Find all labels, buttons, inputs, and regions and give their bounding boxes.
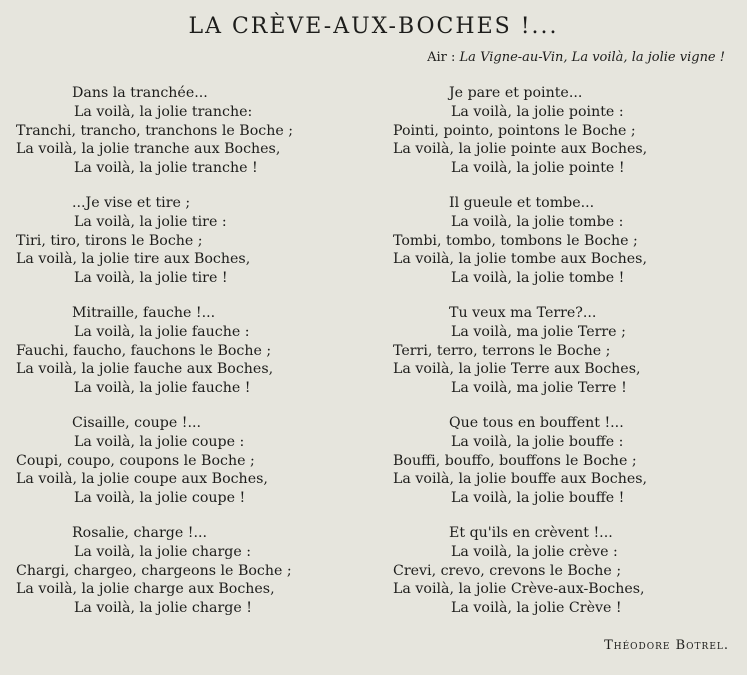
verse-line: La voilà, ma jolie Terre ; [451,323,626,340]
verse-line: Cisaille, coupe !... [72,415,202,431]
verse-line: La voilà, la jolie Crève ! [451,600,622,617]
verse-line: ...Je vise et tire ; [72,195,191,211]
verse-line: Terri, terro, terrons le Boche ; [393,342,611,359]
verse-line: La voilà, la jolie charge aux Boches, [16,581,275,598]
stanza [391,194,747,304]
verse-line: Tombi, tombo, tombons le Boche ; [393,232,638,249]
verse-line: Dans la tranchée... [72,85,208,101]
stanza [391,84,747,194]
verse-line: Chargi, chargeo, chargeons le Boche ; [16,562,292,579]
verse-line: La voilà, la jolie crève : [451,543,618,560]
verse-line: La voilà, la jolie tire ! [74,270,228,287]
verse-line: La voilà, la jolie tombe ! [451,270,625,287]
verse-line: La voilà, la jolie bouffe : [451,433,624,450]
verse-line: La voilà, la jolie bouffe aux Boches, [393,471,648,488]
verse-line: La voilà, la jolie coupe : [74,433,245,450]
stanza [14,414,374,524]
verse-line: La voilà, la jolie pointe : [451,103,624,120]
verse-line: La voilà, la jolie bouffe ! [451,490,625,507]
author-signature: Théodore Botrel. [604,638,729,653]
verse-line: Tranchi, trancho, tranchons le Boche ; [16,122,294,139]
verse-line: Tiri, tiro, tirons le Boche ; [16,232,203,249]
verse-line: Fauchi, faucho, fauchons le Boche ; [16,342,272,359]
verse-line: Bouffi, bouffo, bouffons le Boche ; [393,452,637,469]
verse-line: Pointi, pointo, pointons le Boche ; [393,122,636,139]
verse-line: La voilà, la jolie tombe : [451,213,624,230]
verse-line: La voilà, ma jolie Terre ! [451,380,627,397]
verse-line: La voilà, la jolie charge : [74,543,252,560]
verse-line: La voilà, la jolie tire : [74,213,227,230]
verse-line: Je pare et pointe... [449,85,583,101]
verse-line: La voilà, la jolie charge ! [74,600,252,617]
verse-line: Crevi, crevo, crevons le Boche ; [393,562,622,579]
verse-line: La voilà, la jolie tombe aux Boches, [393,251,647,268]
stanza [391,304,747,414]
right-column [391,84,747,634]
verse-line: La voilà, la jolie coupe aux Boches, [16,471,268,488]
verse-line: La voilà, la jolie pointe aux Boches, [393,141,648,158]
verse-line: La voilà, la jolie fauche ! [74,380,251,397]
stanza [14,194,374,304]
verse-line: Et qu'ils en crèvent !... [449,525,613,541]
stanza [391,414,747,524]
verse-line: Tu veux ma Terre?... [449,305,597,321]
verse-line: La voilà, la jolie tire aux Boches, [16,251,251,268]
verse-line: La voilà, la jolie coupe ! [74,490,246,507]
stanza [391,524,747,634]
verse-line: La voilà, la jolie Crève-aux-Boches, [393,581,645,598]
verse-line: La voilà, la jolie tranche: [74,103,253,120]
verse-line: La voilà, la jolie fauche : [74,323,250,340]
verse-line: Que tous en bouffent !... [449,415,624,431]
verse-line: Mitraille, fauche !... [72,305,216,321]
tune-reference [427,50,725,65]
verse-line: La voilà, la jolie Terre aux Boches, [393,361,641,378]
verse-line: La voilà, la jolie tranche aux Boches, [16,141,281,158]
verse-line: Rosalie, charge !... [72,525,207,541]
verse-line: Il gueule et tombe... [449,195,595,211]
stanza [14,524,374,634]
verse-line: Coupi, coupo, coupons le Boche ; [16,452,255,469]
verse-line: La voilà, la jolie fauche aux Boches, [16,361,274,378]
tune-label: Air : [427,50,460,65]
left-column [14,84,374,634]
tune-name: La Vigne-au-Vin, La voilà, la jolie vigne ! [459,50,725,65]
page-title: LA CRÈVE-AUX-BOCHES !... [188,14,559,39]
stanza [14,304,374,414]
verse-line: La voilà, la jolie pointe ! [451,160,625,177]
verse-line: La voilà, la jolie tranche ! [74,160,258,177]
stanza [14,84,374,194]
